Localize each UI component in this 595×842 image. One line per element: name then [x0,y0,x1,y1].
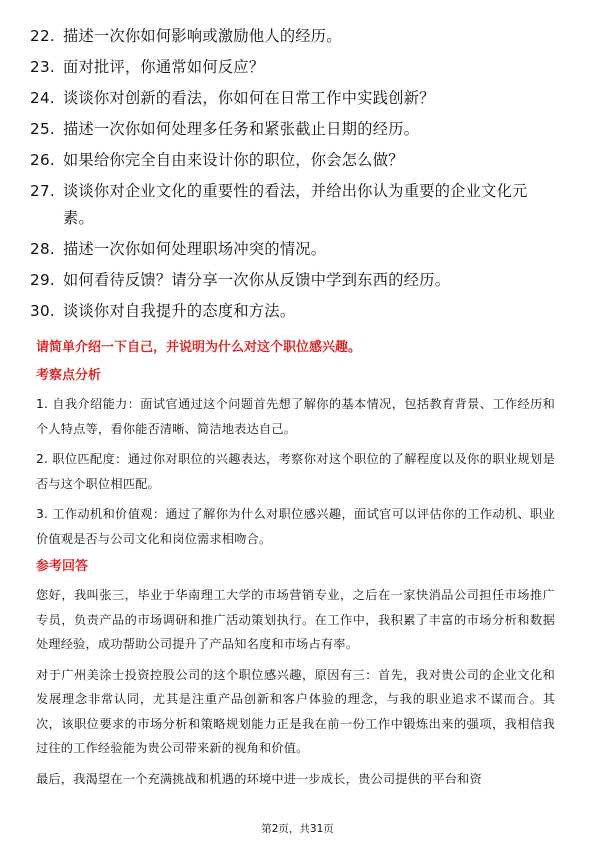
question-text: 描述一次你如何处理多任务和紧张截止日期的经历。 [63,120,420,138]
question-number: 28. [30,240,56,258]
question-number: 30. [30,302,56,320]
question-item-24 [30,85,555,112]
analysis-point-3: 3. 工作动机和价值观：通过了解你为什么对职位感兴趣，面试官可以评估你的工作动机、职业价值观是否与公司文化和岗位需求相吻合。 [36,507,555,546]
answer-paragraph-2: 对于广州美涂士投资控股公司的这个职位感兴趣，原因有三：首先，我对贵公司的企业文化和发展理念非常认同，尤其是注重产品创新和客户体验的理念，与我的职业追求不谋而合。其次，该职位要求的市场分析和策略规划能力正是我在前一份工作中锻炼出来的强项，我相信我过往的工作经验能为贵公司带来新的视角和价值。 [36,667,555,755]
main-question-title: 请简单介绍一下自己，并说明为什么对这个职位感兴趣。 [36,340,362,355]
question-item-30 [30,298,555,325]
question-item-22 [30,23,555,50]
question-number: 26. [30,151,56,169]
answer-paragraph-3: 最后，我渴望在一个充满挑战和机遇的环境中进一步成长，贵公司提供的平台和资 [36,771,482,786]
question-item-29 [30,267,555,294]
question-number: 22. [30,27,56,45]
answer-heading: 参考回答 [36,559,89,574]
question-item-23 [30,54,555,81]
analysis-point-2: 2. 职位匹配度：通过你对职位的兴趣表达，考察你对这个职位的了解程度以及你的职业规划是否与这个职位相匹配。 [36,452,555,491]
question-text: 如果给你完全自由来设计你的职位，你会怎么做？ [63,151,404,169]
question-item-28 [30,236,555,263]
question-number: 27. [30,182,56,200]
question-item-25 [30,116,555,143]
question-list [30,23,555,325]
question-text: 面对批评，你通常如何反应？ [63,58,265,76]
question-text: 如何看待反馈？请分享一次你从反馈中学到东西的经历。 [63,271,451,289]
question-number: 23. [30,58,56,76]
question-text: 谈谈你对创新的看法，你如何在日常工作中实践创新？ [63,89,435,107]
page-footer: 第2页，共31页 [261,823,334,835]
question-number: 25. [30,120,56,138]
question-text: 描述一次你如何处理职场冲突的情况。 [63,240,327,258]
question-text: 描述一次你如何影响或激励他人的经历。 [63,27,342,45]
answer-paragraph-1: 您好，我叫张三，毕业于华南理工大学的市场营销专业，之后在一家快消品公司担任市场推广专员，负责产品的市场调研和推广活动策划执行。在工作中，我积累了丰富的市场分析和数据处理经验，成功帮助公司提升了产品知名度和市场占有率。 [36,588,555,651]
question-text: 谈谈你对企业文化的重要性的看法，并给出你认为重要的企业文化元素。 [63,182,528,227]
question-text: 谈谈你对自我提升的态度和方法。 [63,302,296,320]
question-number: 24. [30,89,56,107]
analysis-point-1: 1. 自我介绍能力：面试官通过这个问题首先想了解你的基本情况，包括教育背景、工作经历和个人特点等，看你能否清晰、简洁地表达自己。 [36,397,555,436]
question-item-27 [30,178,555,232]
analysis-heading: 考察点分析 [36,368,102,383]
question-item-26 [30,147,555,174]
question-number: 29. [30,271,56,289]
answer-section [30,557,555,791]
